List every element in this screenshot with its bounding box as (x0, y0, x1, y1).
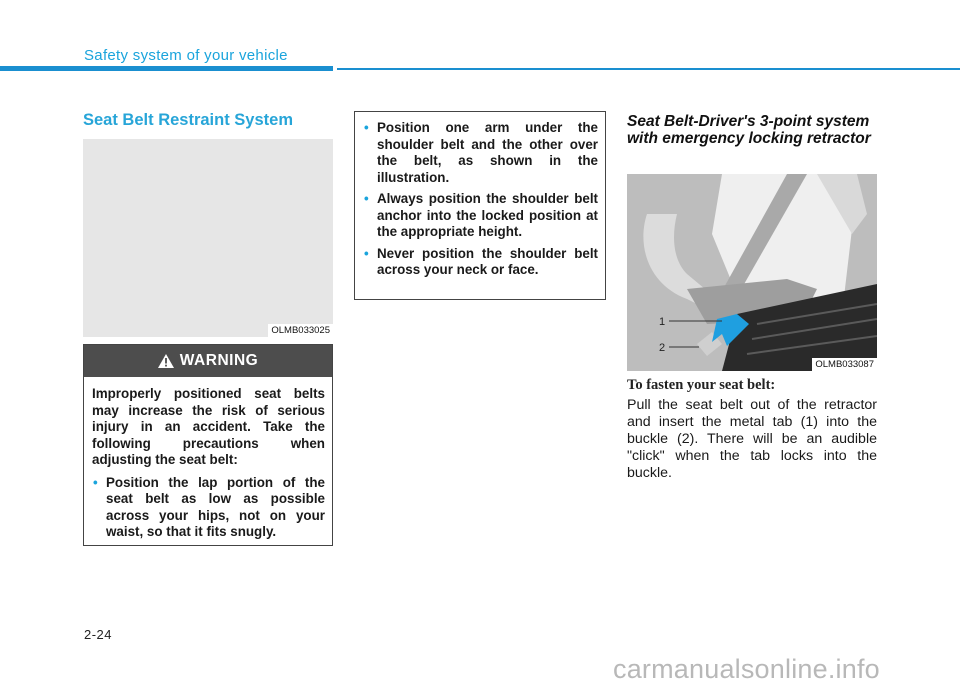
header-bar-right (337, 68, 960, 70)
warning-continued-box (354, 111, 606, 300)
bullet-icon: • (364, 191, 369, 206)
continued-bullet-text: Always position the shoulder belt anchor into the locked position at the appropriate height. (377, 191, 598, 239)
continued-bullet-text: Never position the shoulder belt across your neck or face. (377, 245, 598, 277)
bullet-icon: • (364, 120, 369, 135)
warning-bullet-text: Position the lap portion of the seat belt as low as possible across your hips, not on your waist, so that it fits snugly. (106, 474, 325, 539)
image-code-left: OLMB033025 (268, 324, 333, 337)
image-code-right: OLMB033087 (812, 358, 877, 371)
section-heading: Seat Belt Restraint System (83, 111, 293, 129)
right-section-heading: Seat Belt-Driver's 3-point system with emergency locking retractor (627, 113, 871, 147)
seat-belt-illustration (627, 174, 877, 371)
fasten-paragraph: Pull the seat belt out of the retractor and insert the metal tab (1) into the buckle (2). There will be an audible "click" when the tab locks into the buckle. (627, 397, 877, 481)
callout-2: 2 (659, 342, 666, 354)
fasten-subheading: To fasten your seat belt: (627, 377, 776, 393)
continued-bullet-text: Position one arm under the shoulder belt and the other over the belt, as shown in the illustration. (377, 120, 598, 185)
warning-triangle-icon (158, 354, 174, 368)
continued-bullet (363, 120, 598, 186)
warning-header (84, 345, 332, 377)
bullet-icon: • (93, 474, 98, 490)
header-section-title: Safety system of your vehicle (84, 47, 288, 64)
warning-label: WARNING (179, 352, 259, 369)
callout-1: 1 (659, 316, 666, 328)
warning-body (92, 386, 325, 541)
warning-continued-body (363, 120, 598, 284)
header-bar-left (0, 66, 333, 71)
continued-bullet (363, 191, 598, 241)
continued-bullet (363, 246, 598, 279)
bullet-icon: • (364, 245, 369, 261)
warning-intro: Improperly positioned seat belts may increase the risk of serious injury in an accident. Take the following precautions when adjusting the seat belt: (92, 386, 325, 467)
seat-belt-image-left (83, 139, 333, 337)
warning-bullet (92, 475, 325, 541)
seat-belt-fasten-image (627, 174, 877, 371)
page-number: 2-24 (84, 627, 113, 642)
watermark: carmanualsonline.info (613, 654, 880, 684)
warning-box (83, 344, 333, 546)
